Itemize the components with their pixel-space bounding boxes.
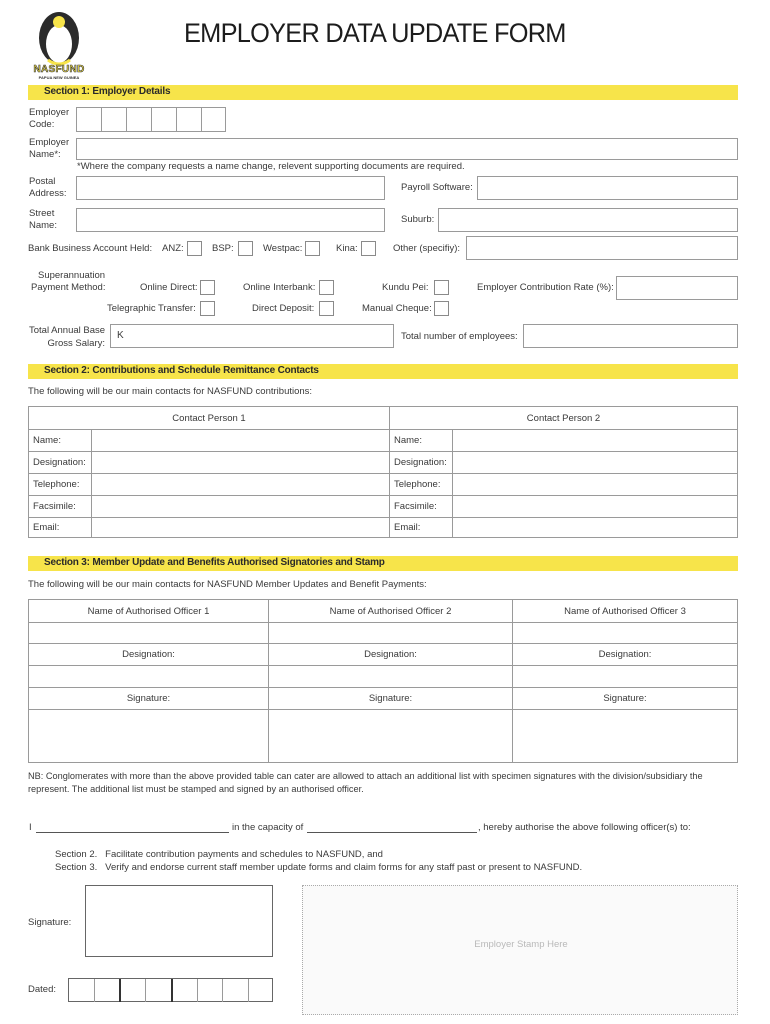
payroll-software-field[interactable]	[477, 176, 738, 200]
contact2-telephone-field[interactable]	[453, 474, 738, 496]
suburb-label: Suburb:	[401, 214, 435, 225]
contact2-name-field[interactable]	[453, 430, 738, 452]
dated-label: Dated:	[28, 984, 56, 995]
employees-field[interactable]	[523, 324, 738, 348]
officer2-name-field[interactable]	[269, 623, 513, 644]
suburb-field[interactable]	[438, 208, 738, 232]
method-kundu-pei-checkbox[interactable]	[434, 280, 449, 295]
contact1-telephone-field[interactable]	[92, 474, 390, 496]
nasfund-logo	[28, 10, 90, 82]
auth-authorise-label: , hereby authorise the above following officer(s) to:	[478, 822, 691, 833]
officer2-header: Name of Authorised Officer 2	[269, 600, 513, 623]
method-online-interbank-label: Online Interbank:	[243, 282, 316, 293]
contact1-telephone-label: Telephone:	[29, 474, 92, 496]
salary-prefix: K	[117, 330, 124, 341]
auth-capacity-label: in the capacity of	[232, 822, 304, 833]
officer1-designation-label: Designation:	[29, 644, 269, 666]
officer1-designation-field[interactable]	[29, 666, 269, 688]
method-manual-cheque-checkbox[interactable]	[434, 301, 449, 316]
auth-item2: Section 3. Verify and endorse current staff member update forms and claim forms for any staff past or present to NASFUND.	[55, 862, 583, 873]
method-online-interbank-checkbox[interactable]	[319, 280, 334, 295]
postal-address-label: Postal Address:	[29, 176, 67, 199]
bank-kina-checkbox[interactable]	[361, 241, 376, 256]
contact1-header: Contact Person 1	[29, 407, 390, 430]
auth-i-label: I	[29, 822, 32, 833]
bank-westpac-checkbox[interactable]	[305, 241, 320, 256]
name-change-note: *Where the company requests a name change, relevent supporting documents are required.	[77, 161, 465, 172]
contact2-email-label: Email:	[390, 518, 453, 538]
salary-label-2: Gross Salary:	[47, 338, 105, 349]
officer1-signature-label: Signature:	[29, 688, 269, 710]
bank-bsp-label: BSP:	[212, 243, 234, 254]
officer2-signature-field[interactable]	[269, 710, 513, 763]
officer1-name-field[interactable]	[29, 623, 269, 644]
employer-stamp-area[interactable]	[302, 885, 738, 1015]
contact1-email-field[interactable]	[92, 518, 390, 538]
bank-westpac-label: Westpac:	[263, 243, 303, 254]
contact1-designation-field[interactable]	[92, 452, 390, 474]
method-telegraphic-label: Telegraphic Transfer:	[107, 303, 196, 314]
section1-header	[28, 85, 738, 100]
section3-header	[28, 556, 738, 571]
officer2-signature-label: Signature:	[269, 688, 513, 710]
contribution-rate-label: Employer Contribution Rate (%):	[477, 282, 614, 293]
page-title: EMPLOYER DATA UPDATE FORM	[184, 18, 566, 48]
contact2-facsimile-label: Facsimile:	[390, 496, 453, 518]
method-direct-deposit-label: Direct Deposit:	[252, 303, 315, 314]
section3-title: Section 3: Member Update and Benefits Authorised Signatories and Stamp	[44, 557, 385, 568]
super-method-label-1: Superannuation	[38, 270, 106, 281]
employer-code-label: Employer Code:	[29, 107, 70, 130]
contribution-rate-field[interactable]	[616, 276, 738, 300]
officer1-header: Name of Authorised Officer 1	[29, 600, 269, 623]
officer3-signature-field[interactable]	[513, 710, 738, 763]
section1-title: Section 1: Employer Details	[44, 86, 171, 97]
contact1-facsimile-field[interactable]	[92, 496, 390, 518]
method-online-direct-checkbox[interactable]	[200, 280, 215, 295]
officer2-designation-field[interactable]	[269, 666, 513, 688]
officer3-signature-label: Signature:	[513, 688, 738, 710]
postal-address-field[interactable]	[76, 176, 385, 200]
street-name-field[interactable]	[76, 208, 385, 232]
stamp-placeholder: Employer Stamp Here	[474, 939, 568, 950]
officer1-signature-field[interactable]	[29, 710, 269, 763]
contact2-designation-label: Designation:	[390, 452, 453, 474]
officer2-designation-label: Designation:	[269, 644, 513, 666]
method-direct-deposit-checkbox[interactable]	[319, 301, 334, 316]
section2-intro: The following will be our main contacts for NASFUND contributions:	[28, 386, 313, 397]
auth-name-line[interactable]	[36, 832, 229, 833]
contact2-designation-field[interactable]	[453, 452, 738, 474]
section2-header	[28, 364, 738, 379]
auth-signature-field[interactable]	[85, 885, 273, 957]
contact2-header: Contact Person 2	[390, 407, 738, 430]
contact2-telephone-label: Telephone:	[390, 474, 453, 496]
method-kundu-pei-label: Kundu Pei:	[382, 282, 429, 293]
logo-subtitle: PAPUA NEW GUINEA	[38, 75, 80, 80]
employer-name-label: Employer Name*:	[29, 137, 70, 160]
employer-code-field[interactable]	[76, 107, 226, 132]
dated-field[interactable]	[68, 978, 273, 1002]
salary-label-1: Total Annual Base	[29, 325, 106, 336]
bank-account-label: Bank Business Account Held:	[28, 243, 153, 254]
auth-item1: Section 2. Facilitate contribution payments and schedules to NASFUND, and	[55, 849, 383, 860]
bank-anz-checkbox[interactable]	[187, 241, 202, 256]
method-online-direct-label: Online Direct:	[140, 282, 198, 293]
bank-other-label: Other (specifiy):	[393, 243, 461, 254]
street-name-label: Street Name:	[29, 208, 57, 231]
signatories-table	[28, 599, 738, 763]
contact1-facsimile-label: Facsimile:	[29, 496, 92, 518]
auth-signature-label: Signature:	[28, 917, 72, 928]
nb-note-line1: NB: Conglomerates with more than the above provided table can cater are allowed to attach an additional list with specimen signatures with the division/subsidiary the	[28, 771, 703, 781]
method-telegraphic-checkbox[interactable]	[200, 301, 215, 316]
payroll-software-label: Payroll Software:	[401, 182, 473, 193]
auth-capacity-line[interactable]	[307, 832, 477, 833]
employees-label: Total number of employees:	[401, 331, 518, 342]
contact1-name-field[interactable]	[92, 430, 390, 452]
super-method-label-2: Payment Method:	[31, 282, 106, 293]
salary-field[interactable]	[110, 324, 394, 348]
contacts-table	[28, 406, 738, 538]
bank-other-field[interactable]	[466, 236, 738, 260]
contact2-email-field[interactable]	[453, 518, 738, 538]
officer3-designation-field[interactable]	[513, 666, 738, 688]
method-manual-cheque-label: Manual Cheque:	[362, 303, 432, 314]
nb-note-line2: represent. The additional list must be stamped and signed by an authorised officer.	[28, 784, 364, 794]
contact1-name-label: Name:	[29, 430, 92, 452]
logo-wordmark: NASFUND	[33, 64, 85, 75]
bank-kina-label: Kina:	[336, 243, 358, 254]
employer-name-field[interactable]	[76, 138, 738, 160]
contact2-name-label: Name:	[390, 430, 453, 452]
contact1-email-label: Email:	[29, 518, 92, 538]
officer3-name-field[interactable]	[513, 623, 738, 644]
contact2-facsimile-field[interactable]	[453, 496, 738, 518]
officer3-designation-label: Designation:	[513, 644, 738, 666]
section3-intro: The following will be our main contacts for NASFUND Member Updates and Benefit Payments:	[28, 579, 427, 590]
bank-bsp-checkbox[interactable]	[238, 241, 253, 256]
section2-title: Section 2: Contributions and Schedule Remittance Contacts	[44, 365, 319, 376]
officer3-header: Name of Authorised Officer 3	[513, 600, 738, 623]
contact1-designation-label: Designation:	[29, 452, 92, 474]
bank-anz-label: ANZ:	[162, 243, 184, 254]
